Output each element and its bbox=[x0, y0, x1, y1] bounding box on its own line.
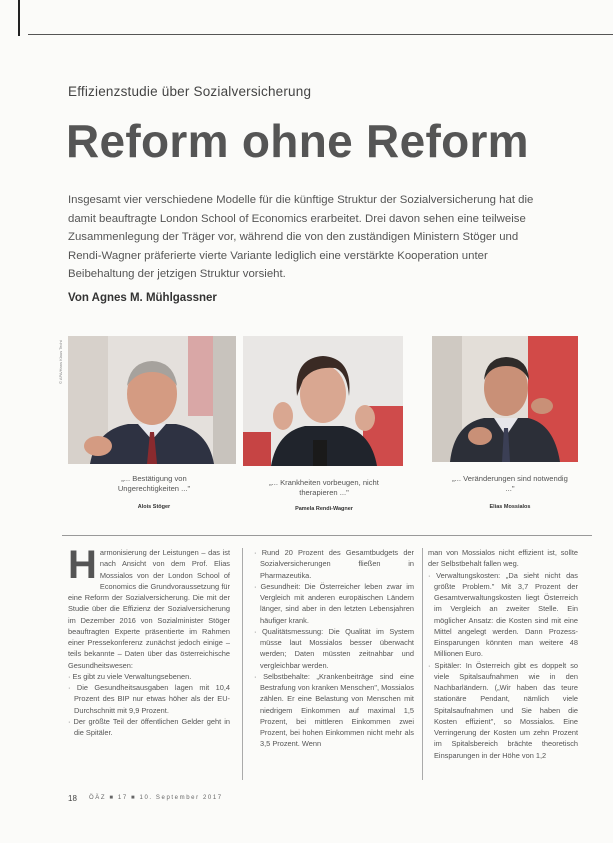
body-column-2 bbox=[254, 547, 414, 750]
article-headline: Reform ohne Reform bbox=[66, 115, 529, 167]
caption-mossialos-quote: „... Veränderungen sind notwendig ..." bbox=[452, 474, 568, 493]
list-item: · Selbstbehalte: „Krankenbeiträge sind eine Bestrafung von kranken Menschen", Mossialos zählen. Er eine Belastung von Menschen mit niedrigem Einkommen auf maximal 1,5 Prozent, bei mittleren Einkommen zwei Prozent, bei hohen Einkommen nicht mehr als 3,5 Prozent. Wenn bbox=[254, 671, 414, 750]
list-item: · Der größte Teil der öffentlichen Gelder geht in die Spitäler. bbox=[68, 716, 230, 739]
body-text-3: man von Mossialos nicht effizient ist, sollte der Selbstbehalt fallen weg. bbox=[428, 548, 578, 569]
caption-rendi-wagner-quote: „... Krankheiten vorbeugen, nicht therapieren ..." bbox=[269, 478, 379, 497]
drop-cap: H bbox=[68, 543, 97, 587]
body-column-3 bbox=[428, 547, 578, 761]
caption-mossialos-name: Elias Mossialos bbox=[489, 504, 531, 510]
caption-stoeger-name: Alois Stöger bbox=[137, 504, 171, 510]
list-item: · Qualitätsmessung: Die Qualität im System müsse laut Mossialos besser überwacht werden; Daten müssten zeitnahbar und vergleichbar werden. bbox=[254, 626, 414, 671]
column-rule-1 bbox=[242, 548, 243, 780]
list-item: · Verwaltungskosten: „Da sieht nicht das größte Problem." Mit 3,7 Prozent der Gesamtverwaltungskosten liegt Österreich im Vergleich an zweiter Stelle. Ein möglicher Ansatz: die Kosten sind mit eine Mittel angelegt werden. Dann Prozess-Einsparungen könnten man weitere 48 Millionen Euro. bbox=[428, 570, 578, 660]
corner-mark bbox=[18, 0, 20, 36]
photo-mossialos bbox=[432, 336, 578, 462]
body-paragraph-1 bbox=[68, 543, 230, 671]
section-divider bbox=[62, 535, 592, 536]
caption-rendi-wagner-name: Pamela Rendi-Wagner bbox=[295, 506, 353, 512]
photo-rendi-wagner bbox=[243, 336, 403, 466]
column-rule-2 bbox=[422, 548, 423, 780]
list-item: · Es gibt zu viele Verwaltungsebenen. bbox=[68, 671, 230, 682]
bullet-list-2 bbox=[254, 547, 414, 750]
article-lead: Insgesamt vier verschiedene Modelle für die künftige Struktur der Sozialversicherung hat die damit beauftragte London School of Economics erarbeitet. Drei davon sehen eine teilweise Zusammenlegung der Träger vor, während die von den zuständigen Ministern Stöger und Rendi-Wagner präferierte vierte Variante lediglich eine verstärkte Kooperation unter Beibehaltung der jetzigen Struktur vorsieht. bbox=[68, 194, 534, 281]
list-item: · Gesundheit: Die Österreicher leben zwar im Vergleich mit anderen europäischen Ländern länger, sind aber in den letzten Lebensjahren häufiger krank. bbox=[254, 581, 414, 626]
list-item: · Rund 20 Prozent des Gesamtbudgets der Sozialversicherungen fließen in Pharmazeutika. bbox=[254, 547, 414, 581]
magazine-footer: ÖÄZ ■ 17 ■ 10. September 2017 bbox=[89, 795, 223, 801]
body-text-1: armonisierung der Leistungen – das ist nach Ansicht von dem Prof. Elias Mossialos von der London School of Economics die Grundvoraussetzung für eine Reform der Sozialversicherung. Die mit der Studie über die Effizienz der Sozialversicherung im Dezember 2016 von Sozialminister Stöger beauftragten Experte präsentierte im Rahmen einer Pressekonferenz zunächst jedoch einige – teils bekannte – Daten über das österreichische Gesundheitswesen: bbox=[68, 548, 230, 670]
header-rule bbox=[28, 34, 613, 35]
caption-stoeger-quote: „... Bestätigung von Ungerechtigkeiten ..." bbox=[117, 474, 191, 493]
article-byline: Von Agnes M. Mühlgassner bbox=[68, 292, 217, 304]
list-item: · Spitäler: In Österreich gibt es doppelt so viele Spitalsaufnahmen wie in den Nachbarländern. („Wir haben das teure stationäre Pendant, nämlich viele Spitalsaufnahmen und Sie haben die Kosten effizient", so Mossialos. Eine Verringerung der Kosten um zehn Prozent im Spitalsbereich brächte theoretisch Einsparungen in der Höhe von 1,2 bbox=[428, 660, 578, 761]
bullet-list-1 bbox=[68, 671, 230, 739]
photo-stoeger bbox=[68, 336, 236, 464]
body-column-1 bbox=[68, 543, 231, 738]
page-number: 18 bbox=[68, 794, 77, 803]
article-kicker: Effizienzstudie über Sozialversicherung bbox=[68, 84, 312, 99]
bullet-list-3 bbox=[428, 570, 578, 761]
list-item: · Die Gesundheitsausgaben lagen mit 10,4 Prozent des BIP nur etwas höher als der EU-Durchschnitt mit 9,9 Prozent. bbox=[68, 682, 230, 716]
photo-credit: © APA/Hans Klaus Techt bbox=[58, 340, 63, 384]
